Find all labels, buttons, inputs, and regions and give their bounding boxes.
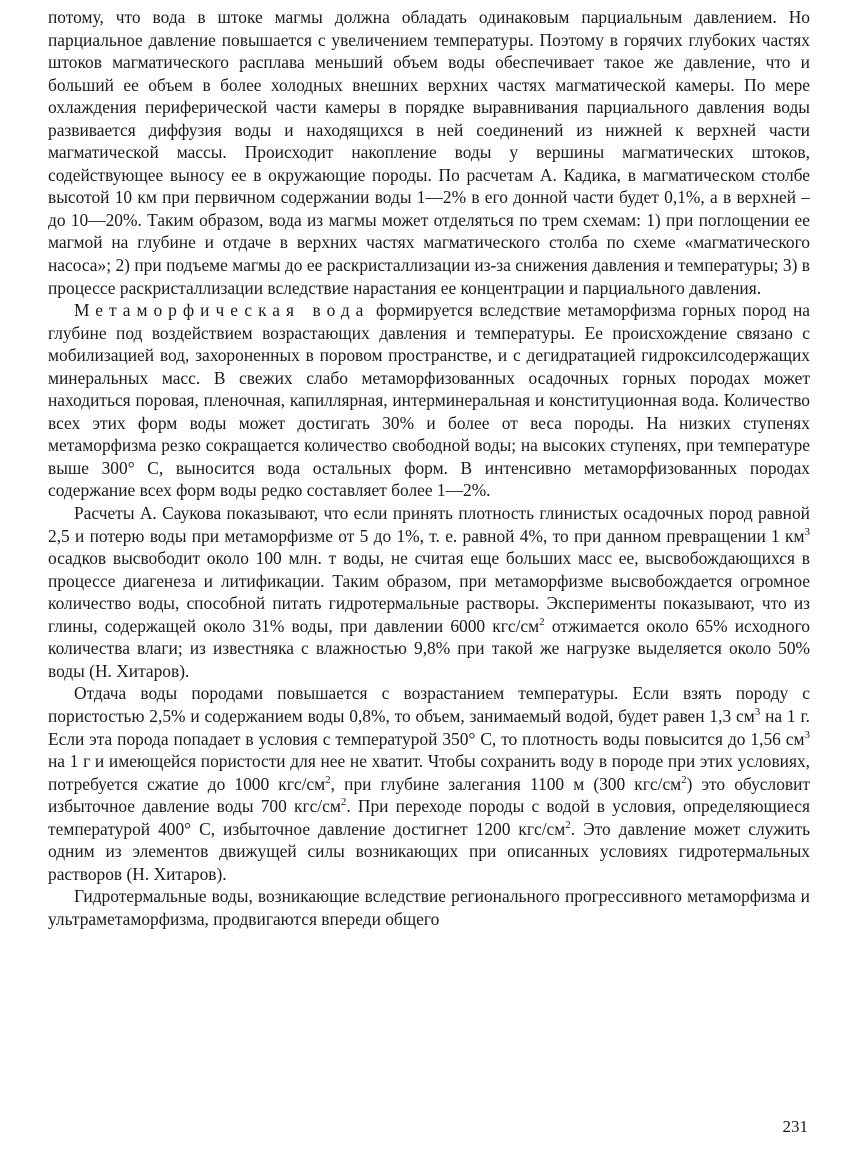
superscript: 2 <box>325 773 331 786</box>
text-run: , при глубине залегания 1100 м (300 кгс/см <box>330 773 682 794</box>
paragraph-hydrothermal-waters: Гидротермальные воды, возникающие вследствие регионального прогрессивного метаморфизма и ультраметаморфизма, продвигаются впереди общего <box>48 886 810 929</box>
superscript: 3 <box>754 706 761 719</box>
document-page <box>48 6 810 930</box>
superscript: 2 <box>340 796 347 809</box>
text-run: на 1 г и имеющейся пористости для нее не хватит. Чтобы сохранить воду в породе при этих условиях, потребуется сжатие до 1000 кгс/см <box>48 751 810 794</box>
page-number: 231 <box>782 1117 808 1136</box>
paragraph-water-release-temperature <box>48 682 810 885</box>
text-run: Расчеты А. Саукова показывают, что если принять плотность глинистых осадочных пород равной 2,5 и потерю воды при метаморфизме от 5 до 1%, т. е. равной 4%, то при данном превращении 1 км <box>48 503 810 546</box>
text-run: . Это давление может служить одним из элементов движущей силы возникающих при описанных условиях гидротермальных растворов (Н. Хитаров). <box>48 818 811 884</box>
text-run: . При переходе породы с водой в условия, определяющиеся температурой 400° С, избыточное давление достигнет 1200 кгс/см <box>48 796 811 839</box>
superscript: 2 <box>681 773 687 786</box>
superscript: 2 <box>539 615 545 628</box>
text-run: осадков высвободит около 100 млн. т воды, не считая еще больших масс ее, высвобождающихся в процессе диагенеза и литификации. Таким образом, при метаморфизме высвобождается огромное количество воды, способной питать гидротермальные растворы. Эксперименты показывают, что из глины, содержащей около 31% воды, при давлении 6000 кгс/см <box>48 548 810 636</box>
text-run: Отдача воды породами повышается с возрастанием температуры. Если взять породу с пористостью 2,5% и содержанием воды 0,8%, то объем, занимаемый водой, будет равен 1,3 см <box>48 683 810 726</box>
paragraph-metamorphic-water-text: формируется вследствие метаморфизма горных пород на глубине под воздействием возрастающих давления и температуры. Ее происхождение связано с мобилизацией вод, захороненных в поровом пространстве, и с дегидратацией гидроксилсодержащих минеральных масс. В свежих слабо метаморфизованных осадочных горных породах может находиться поровая, пленочная, капиллярная, интерминеральная и конституционная вода. Количество всех этих форм воды может достигать 30% и более от веса породы. На низких ступенях метаморфизма резко сокращается количество свободной воды; на высоких ступенях, при температуре выше 300° С, выносится вода остальных форм. В интенсивно метаморфизованных породах содержание всех форм воды редко составляет более 1—2%. <box>48 300 810 501</box>
superscript: 2 <box>565 818 571 831</box>
term-metamorphic-water: Метаморфическая вода <box>74 300 370 321</box>
superscript: 3 <box>804 728 810 741</box>
paragraph-saukov-calculations <box>48 502 810 682</box>
paragraph-magmatic-water-end: потому, что вода в штоке магмы должна обладать одинаковым парциальным давлением. Но парциальное давление повышается с увеличением температуры. Поэтому в горячих глубоких частях штоков магматического расплава меньший объем воды обеспечивает такое же давление, что и больший ее объем в более холодных внешних верхних частях магматической камеры. По мере охлаждения периферической части камеры в порядке выравнивания парциального давления воды развивается диффузия воды и находящихся в ней соединений из нижней к верхней части магматической массы. Происходит накопление воды у вершины магматических штоков, содействующее выносу ее в окружающие породы. По расчетам А. Кадика, в магматическом столбе высотой 10 км при первичном содержании воды 1—2% в его донной части будет 0,1%, а в верхней – до 10—20%. Таким образом, вода из магмы может отделяться по трем схемам: 1) при поглощении ее магмой на глубине и отдаче в верхних частях магматического столба по схеме «магматического насоса»; 2) при подъеме магмы до ее раскристаллизации из-за снижения давления и температуры; 3) в процессе раскристаллизации вследствие нарастания ее концентрации и парциального давления. <box>48 7 810 298</box>
text-run: ) это обусловит избыточное давление воды 700 кгс/см <box>48 773 811 817</box>
text-run: на 1 г. Если эта порода попадает в условия с температурой 350° С, то плотность воды повысится до 1,56 см <box>48 705 810 749</box>
text-run: отжимается около 65% исходного количества влаги; из известняка с влажностью 9,8% при такой же нагрузке выделяется около 50% воды (Н. Хитаров). <box>48 615 811 681</box>
paragraph-metamorphic-water <box>48 299 810 502</box>
superscript: 3 <box>804 525 810 538</box>
